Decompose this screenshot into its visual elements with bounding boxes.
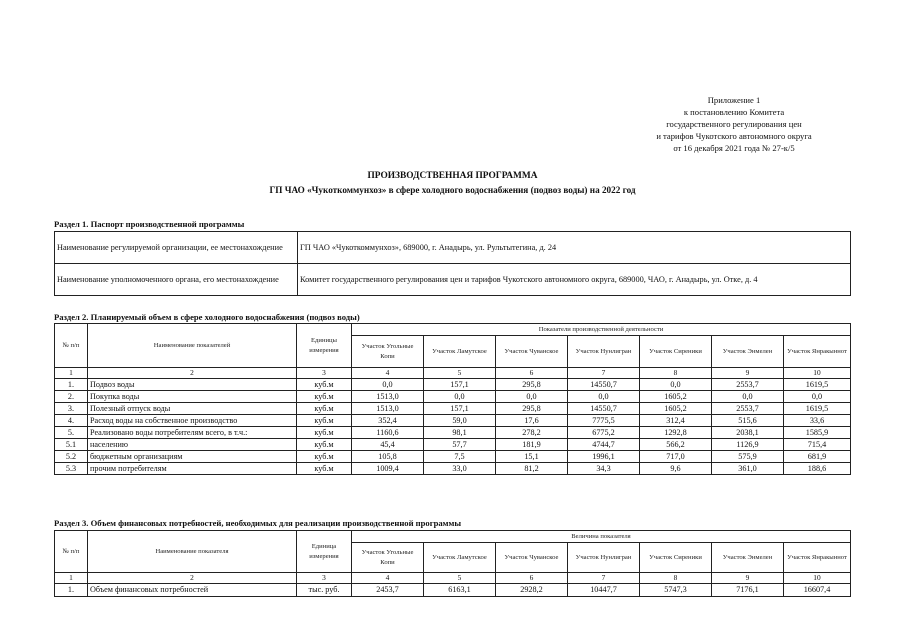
column-number: 6 <box>496 573 568 584</box>
row-number: 5.1 <box>55 439 88 451</box>
value-cell: 17,6 <box>496 415 568 427</box>
value-cell: 0,0 <box>712 391 784 403</box>
value-cell: 1513,0 <box>352 403 424 415</box>
value-cell: 0,0 <box>352 379 424 391</box>
area-header: Участок Ламутское <box>424 336 496 368</box>
table-row <box>55 379 851 391</box>
area-header: Участок Чуванское <box>496 543 568 573</box>
value-cell: 1585,9 <box>784 427 851 439</box>
section3-heading: Раздел 3. Объем финансовых потребностей, необходимых для реализации производственной программы <box>54 518 462 528</box>
column-number: 10 <box>784 368 851 379</box>
value-cell: 157,1 <box>424 403 496 415</box>
table-row <box>55 264 851 296</box>
section2-heading: Раздел 2. Планируемый объем в сфере холодного водоснабжения (подвоз воды) <box>54 312 360 322</box>
column-number: 1 <box>55 368 88 379</box>
area-header: Участок Энмелен <box>712 336 784 368</box>
table-header-row <box>55 324 851 336</box>
table-row <box>55 391 851 403</box>
value-cell: 1996,1 <box>568 451 640 463</box>
area-header: Участок Нунлигран <box>568 543 640 573</box>
value-cell: 59,0 <box>424 415 496 427</box>
row-name: Покупка воды <box>88 391 297 403</box>
value-cell: 1160,6 <box>352 427 424 439</box>
row-name: бюджетным организациям <box>88 451 297 463</box>
table-header-row <box>55 531 851 543</box>
value-cell: 0,0 <box>784 391 851 403</box>
value-cell: 1126,9 <box>712 439 784 451</box>
value-cell: 45,4 <box>352 439 424 451</box>
passport-value: Комитет государственного регулирования цен и тарифов Чукотского автономного округа, 689000, ЧАО, г. Анадырь, ул. Отке, д. 4 <box>298 264 851 296</box>
row-name: Полезный отпуск воды <box>88 403 297 415</box>
value-cell: 1292,8 <box>640 427 712 439</box>
area-header: Участок Энмелен <box>712 543 784 573</box>
value-cell: 181,9 <box>496 439 568 451</box>
value-cell: 14550,7 <box>568 379 640 391</box>
value-cell: 0,0 <box>424 391 496 403</box>
value-cell: 681,9 <box>784 451 851 463</box>
value-cell: 7176,1 <box>712 584 784 597</box>
column-number: 9 <box>712 573 784 584</box>
row-unit: куб.м <box>297 379 352 391</box>
area-header: Участок Янракыннот <box>784 336 851 368</box>
area-header: Участок Угольные Копи <box>352 336 424 368</box>
appendix-block <box>600 94 868 154</box>
appendix-line: от 16 декабря 2021 года № 27-к/5 <box>673 143 795 153</box>
value-cell: 2038,1 <box>712 427 784 439</box>
value-cell: 7775,5 <box>568 415 640 427</box>
value-cell: 278,2 <box>496 427 568 439</box>
table-row <box>55 584 851 597</box>
table-row <box>55 415 851 427</box>
value-cell: 9,6 <box>640 463 712 475</box>
row-unit: куб.м <box>297 439 352 451</box>
table-row <box>55 427 851 439</box>
value-cell: 2553,7 <box>712 379 784 391</box>
column-number: 3 <box>297 573 352 584</box>
value-cell: 0,0 <box>496 391 568 403</box>
column-number: 5 <box>424 573 496 584</box>
row-name: Подвоз воды <box>88 379 297 391</box>
passport-table <box>54 231 851 296</box>
row-unit: куб.м <box>297 403 352 415</box>
value-cell: 575,9 <box>712 451 784 463</box>
value-cell: 717,0 <box>640 451 712 463</box>
area-header: Участок Ламутское <box>424 543 496 573</box>
column-number-row <box>55 368 851 379</box>
passport-value: ГП ЧАО «Чукоткоммунхоз», 689000, г. Анадырь, ул. Рультытегина, д. 24 <box>298 232 851 264</box>
value-cell: 0,0 <box>640 379 712 391</box>
area-header: Участок Чуванское <box>496 336 568 368</box>
table-row <box>55 439 851 451</box>
row-unit: куб.м <box>297 451 352 463</box>
column-number-row <box>55 573 851 584</box>
column-number: 6 <box>496 368 568 379</box>
value-cell: 34,3 <box>568 463 640 475</box>
column-number: 7 <box>568 573 640 584</box>
document-title: ПРОИЗВОДСТВЕННАЯ ПРОГРАММА <box>367 171 538 181</box>
column-number: 8 <box>640 573 712 584</box>
table-row <box>55 232 851 264</box>
column-number: 5 <box>424 368 496 379</box>
table-row <box>55 403 851 415</box>
column-number: 2 <box>88 368 297 379</box>
value-cell: 361,0 <box>712 463 784 475</box>
value-cell: 312,4 <box>640 415 712 427</box>
row-name: Реализовано воды потребителям всего, в т.ч.: <box>88 427 297 439</box>
row-unit: куб.м <box>297 463 352 475</box>
value-cell: 98,1 <box>424 427 496 439</box>
column-number: 9 <box>712 368 784 379</box>
column-number: 2 <box>88 573 297 584</box>
plan-table <box>54 323 851 475</box>
row-number: 4. <box>55 415 88 427</box>
row-number: 5.3 <box>55 463 88 475</box>
value-cell: 2553,7 <box>712 403 784 415</box>
row-number: 1. <box>55 379 88 391</box>
row-number: 3. <box>55 403 88 415</box>
value-cell: 10447,7 <box>568 584 640 597</box>
value-cell: 0,0 <box>568 391 640 403</box>
row-name: Объем финансовых потребностей <box>88 584 297 597</box>
appendix-line: Приложение 1 <box>707 95 761 105</box>
document-subtitle: ГП ЧАО «Чукоткоммунхоз» в сфере холодного водоснабжения (подвоз воды) на 2022 год <box>269 185 636 195</box>
value-cell: 14550,7 <box>568 403 640 415</box>
group-header: Величина показателя <box>352 531 851 543</box>
row-number: 2. <box>55 391 88 403</box>
table-row <box>55 451 851 463</box>
value-cell: 15,1 <box>496 451 568 463</box>
value-cell: 81,2 <box>496 463 568 475</box>
group-header: Показатели производственной деятельности <box>352 324 851 336</box>
value-cell: 715,4 <box>784 439 851 451</box>
column-number: 4 <box>352 368 424 379</box>
column-number: 3 <box>297 368 352 379</box>
column-number: 1 <box>55 573 88 584</box>
row-unit: куб.м <box>297 415 352 427</box>
value-cell: 16607,4 <box>784 584 851 597</box>
value-cell: 7,5 <box>424 451 496 463</box>
value-cell: 4744,7 <box>568 439 640 451</box>
value-cell: 6775,2 <box>568 427 640 439</box>
row-unit: тыс. руб. <box>297 584 352 597</box>
column-number: 7 <box>568 368 640 379</box>
value-cell: 188,6 <box>784 463 851 475</box>
area-header: Участок Сиреники <box>640 336 712 368</box>
value-cell: 157,1 <box>424 379 496 391</box>
value-cell: 1619,5 <box>784 379 851 391</box>
row-name: населению <box>88 439 297 451</box>
appendix-line: государственного регулирования цен <box>666 119 802 129</box>
value-cell: 6163,1 <box>424 584 496 597</box>
value-cell: 1605,2 <box>640 403 712 415</box>
value-cell: 57,7 <box>424 439 496 451</box>
column-number: 8 <box>640 368 712 379</box>
row-name: Расход воды на собственное производство <box>88 415 297 427</box>
col-header-name: Наименование показателя <box>88 531 297 573</box>
value-cell: 515,6 <box>712 415 784 427</box>
col-header-no: № п/п <box>55 324 88 368</box>
value-cell: 5747,3 <box>640 584 712 597</box>
area-header: Участок Угольные Копи <box>352 543 424 573</box>
col-header-unit: Единица измерения <box>297 531 352 573</box>
column-number: 10 <box>784 573 851 584</box>
value-cell: 566,2 <box>640 439 712 451</box>
row-name: прочим потребителям <box>88 463 297 475</box>
area-header: Участок Нунлигран <box>568 336 640 368</box>
row-unit: куб.м <box>297 391 352 403</box>
value-cell: 1513,0 <box>352 391 424 403</box>
column-number: 4 <box>352 573 424 584</box>
value-cell: 1605,2 <box>640 391 712 403</box>
area-header: Участок Янракыннот <box>784 543 851 573</box>
appendix-line: и тарифов Чукотского автономного округа <box>656 131 812 141</box>
row-number: 1. <box>55 584 88 597</box>
value-cell: 105,8 <box>352 451 424 463</box>
row-number: 5. <box>55 427 88 439</box>
value-cell: 33,6 <box>784 415 851 427</box>
finance-table <box>54 530 851 597</box>
col-header-name: Наименование показателей <box>88 324 297 368</box>
value-cell: 1009,4 <box>352 463 424 475</box>
row-unit: куб.м <box>297 427 352 439</box>
value-cell: 1619,5 <box>784 403 851 415</box>
table-row <box>55 463 851 475</box>
value-cell: 295,8 <box>496 403 568 415</box>
value-cell: 2453,7 <box>352 584 424 597</box>
value-cell: 33,0 <box>424 463 496 475</box>
appendix-line: к постановлению Комитета <box>683 107 785 117</box>
area-header: Участок Сиреники <box>640 543 712 573</box>
section1-heading: Раздел 1. Паспорт производственной программы <box>54 219 245 229</box>
passport-label: Наименование уполномоченного органа, его местонахождение <box>55 264 298 296</box>
row-number: 5.2 <box>55 451 88 463</box>
col-header-unit: Единицы измерения <box>297 324 352 368</box>
value-cell: 295,8 <box>496 379 568 391</box>
col-header-no: № п/п <box>55 531 88 573</box>
passport-label: Наименование регулируемой организации, ее местонахождение <box>55 232 298 264</box>
value-cell: 2928,2 <box>496 584 568 597</box>
value-cell: 352,4 <box>352 415 424 427</box>
